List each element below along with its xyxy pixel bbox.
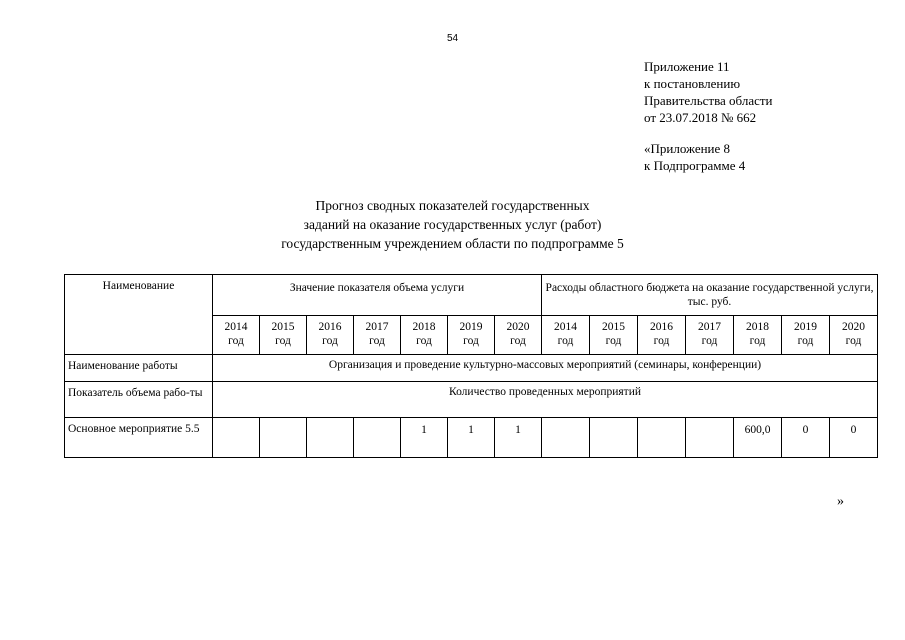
year-unit: год [845,335,862,347]
year-header-expenses [782,316,830,355]
year-header-expenses [734,316,782,355]
appendix-line: Правительства области [644,93,773,108]
expenses-value-cell [542,418,590,458]
header-volume: Значение показателя объема услуги [213,275,542,316]
year-header-expenses [830,316,878,355]
year-unit: год [416,335,432,347]
year-value: 2017 [698,321,721,333]
year-unit: год [605,335,622,347]
year-header-volume [213,316,260,355]
year-unit: год [322,335,338,347]
row-label: Наименование работы [65,355,213,382]
year-unit: год [797,335,814,347]
year-unit: год [653,335,670,347]
year-unit: год [275,335,291,347]
header-row [65,275,878,316]
year-header-expenses [638,316,686,355]
table-row [65,355,878,382]
volume-value-cell [354,418,401,458]
year-value: 2018 [746,321,769,333]
year-value: 2019 [459,321,483,333]
expenses-value-cell: 0 [830,418,878,458]
year-value: 2020 [506,321,530,333]
year-unit: год [701,335,718,347]
page-number: 54 [446,33,459,44]
year-header-volume [307,316,354,355]
title-line: Прогноз сводных показателей государственных [315,198,590,213]
year-header-expenses [590,316,638,355]
year-header-volume [401,316,448,355]
year-header-volume [448,316,495,355]
year-value: 2014 [554,321,577,333]
year-value: 2018 [412,321,436,333]
forecast-table [64,274,878,458]
expenses-value-cell: 0 [782,418,830,458]
document-title [0,196,905,253]
year-header-expenses [686,316,734,355]
appendix-line: к Подпрограмме 4 [644,158,746,173]
year-value: 2016 [650,321,673,333]
expenses-value-cell [686,418,734,458]
work-name: Организация и проведение культурно-массовых мероприятий (семинары, конференции) [213,355,878,382]
year-value: 2015 [271,321,295,333]
year-header-expenses [542,316,590,355]
title-line: заданий на оказание государственных услуг (работ) [303,217,602,232]
appendix-line: Приложение 11 [644,59,730,74]
year-unit: год [228,335,244,347]
year-unit: год [510,335,526,347]
volume-value-cell [307,418,354,458]
table-row [65,382,878,418]
year-unit: год [369,335,385,347]
header-expenses: Расходы областного бюджета на оказание государственной услуги, тыс. руб. [542,275,878,316]
closing-quote: » [837,494,844,509]
row-label: Основное мероприятие 5.5 [65,418,213,458]
appendix-note [644,58,773,174]
year-header-volume [354,316,401,355]
year-unit: год [557,335,574,347]
appendix-line: к постановлению [644,76,741,91]
year-value: 2016 [318,321,342,333]
header-name: Наименование [65,275,213,355]
year-header-volume [260,316,307,355]
volume-value-cell: 1 [448,418,495,458]
expenses-value-cell: 600,0 [734,418,782,458]
year-value: 2019 [794,321,817,333]
appendix-line: «Приложение 8 [644,141,731,156]
year-value: 2015 [602,321,625,333]
volume-value-cell [260,418,307,458]
row-label: Показатель объема рабо-ты [65,382,213,418]
expenses-value-cell [638,418,686,458]
year-unit: год [463,335,479,347]
year-value: 2020 [842,321,865,333]
table-row [65,418,878,458]
year-value: 2014 [224,321,248,333]
year-unit: год [749,335,766,347]
indicator-name: Количество проведенных мероприятий [213,382,878,418]
volume-value-cell [213,418,260,458]
title-line: государственным учреждением области по подпрограмме 5 [281,236,624,251]
volume-value-cell: 1 [401,418,448,458]
year-value: 2017 [365,321,389,333]
year-header-volume [495,316,542,355]
volume-value-cell: 1 [495,418,542,458]
appendix-line: от 23.07.2018 № 662 [644,110,757,125]
expenses-value-cell [590,418,638,458]
